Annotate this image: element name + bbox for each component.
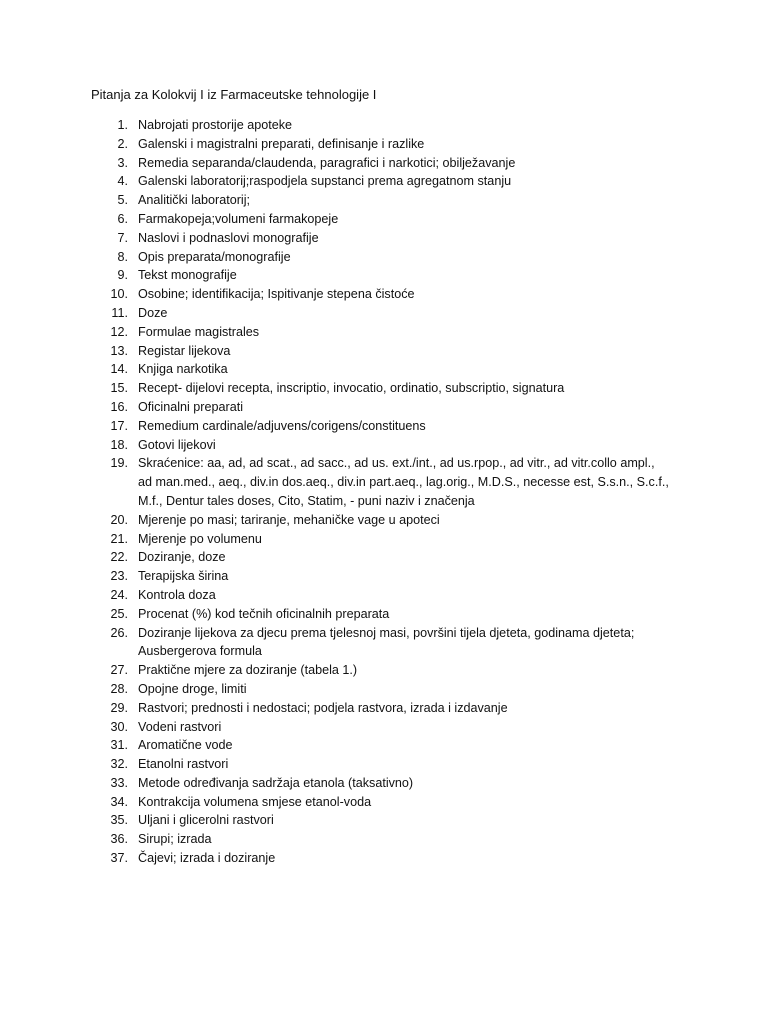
question-number: 24. [110,587,128,602]
question-item [0,605,768,624]
question-number: 32. [110,757,128,772]
question-text: Tekst monografije [138,268,237,283]
question-text: Recept- dijelovi recepta, inscriptio, invocatio, ordinatio, subscriptio, signatura [138,381,565,396]
question-item [0,811,768,830]
question-text: Kontrola doza [138,587,216,602]
question-item [0,342,768,361]
question-text: Vodeni rastvori [138,719,222,734]
question-number: 19. [110,456,128,471]
question-item [0,323,768,342]
question-item [0,511,768,530]
question-number: 20. [110,512,128,527]
question-text: Etanolni rastvori [138,757,229,772]
question-item [0,135,768,154]
question-number: 31. [110,738,128,753]
question-number: 18. [110,437,128,452]
question-number: 7. [117,230,128,245]
question-text: Knjiga narkotika [138,362,228,377]
question-item [0,548,768,567]
question-text: Mjerenje po masi; tariranje, mehaničke vage u apoteci [138,512,440,527]
question-number: 27. [110,663,128,678]
question-number: 11. [111,305,128,320]
question-number: 2. [117,136,128,151]
question-number: 4. [117,174,128,189]
question-number: 5. [117,193,128,208]
question-number: 17. [110,418,128,433]
question-number: 10. [110,287,128,302]
question-number: 33. [110,775,128,790]
question-number: 37. [110,851,128,866]
question-item [0,736,768,755]
question-number: 30. [110,719,128,734]
question-text: Doziranje lijekova za djecu prema tjelesnoj masi, površini tijela djeteta, godinama djeteta; Ausbergerova formula [138,625,635,659]
question-item [0,567,768,586]
question-item [0,154,768,173]
question-text: Nabrojati prostorije apoteke [138,118,293,132]
question-item [0,398,768,417]
question-number: 16. [110,399,128,414]
question-item [0,248,768,267]
question-text: Farmakopeja;volumeni farmakopeje [138,211,339,226]
question-text: Remedium cardinale/adjuvens/corigens/constituens [138,418,426,433]
question-item [0,624,768,662]
question-item [0,172,768,191]
question-number: 14. [110,362,128,377]
question-number: 26. [110,625,128,640]
question-item [0,774,768,793]
question-item [0,718,768,737]
question-text: Rastvori; prednosti i nedostaci; podjela rastvora, izrada i izdavanje [138,700,508,715]
question-item [0,530,768,549]
question-item [0,379,768,398]
question-number: 1. [117,118,128,132]
question-number: 21. [110,531,128,546]
question-text: Metode određivanja sadržaja etanola (taksativno) [138,775,414,790]
question-text: Opojne droge, limiti [138,681,247,696]
question-item [0,210,768,229]
question-number: 34. [110,794,128,809]
question-item [0,586,768,605]
question-item [0,680,768,699]
question-item [0,849,768,868]
question-text: Uljani i glicerolni rastvori [138,813,274,828]
question-number: 23. [110,569,128,584]
question-item [0,304,768,323]
question-text: Registar lijekova [138,343,231,358]
question-text: Oficinalni preparati [138,399,243,414]
question-text: Formulae magistrales [138,324,260,339]
question-number: 22. [110,550,128,565]
question-text: Mjerenje po volumenu [138,531,262,546]
question-text: Opis preparata/monografije [138,249,291,264]
question-number: 12. [110,324,128,339]
question-item [0,699,768,718]
question-number: 28. [110,681,128,696]
question-text: Naslovi i podnaslovi monografije [138,230,319,245]
question-item [0,360,768,379]
question-number: 36. [110,832,128,847]
question-text: Osobine; identifikacija; Ispitivanje stepena čistoće [138,287,415,302]
question-number: 8. [117,249,128,264]
question-item [0,830,768,849]
question-text: Praktične mjere za doziranje (tabela 1.) [138,663,358,678]
question-item [0,229,768,248]
question-number: 9. [117,268,128,283]
question-text: Doziranje, doze [138,550,226,565]
question-text: Doze [138,305,168,320]
question-text: Galenski i magistralni preparati, definisanje i razlike [138,136,425,151]
question-item [0,454,768,510]
question-text: Sirupi; izrada [138,832,212,847]
question-item [0,266,768,285]
question-text: Analitički laboratorij; [138,193,250,208]
question-number: 13. [110,343,128,358]
question-number: 25. [110,606,128,621]
question-text: Terapijska širina [138,569,229,584]
question-text: Gotovi lijekovi [138,437,216,452]
question-item [0,793,768,812]
document-title: Pitanja za Kolokvij I iz Farmaceutske tehnologije I [91,87,377,102]
question-text: Čajevi; izrada i doziranje [138,851,276,866]
question-list [0,116,768,868]
question-number: 3. [117,155,128,170]
question-text: Skraćenice: aa, ad, ad scat., ad sacc., ad us. ext./int., ad us.rpop., ad vitr., ad vitr.collo ampl., ad man.med., aeq., div.in dos.aeq., div.in part.aeq., lag.orig., M.D.S., necesse est, S.s.n., S.c.f., M.f., Dentur tales doses, Cito, Statim, - puni naziv i značenja [138,456,669,508]
question-number: 35. [110,813,128,828]
question-item [0,436,768,455]
question-text: Procenat (%) kod tečnih oficinalnih preparata [138,606,390,621]
question-item [0,417,768,436]
question-text: Remedia separanda/claudenda, paragrafici i narkotici; obilježavanje [138,155,516,170]
question-number: 29. [110,700,128,715]
question-text: Aromatične vode [138,738,233,753]
question-item [0,285,768,304]
question-text: Kontrakcija volumena smjese etanol-voda [138,794,372,809]
question-item [0,661,768,680]
question-item [0,191,768,210]
question-item [0,755,768,774]
question-number: 15. [110,381,128,396]
question-number: 6. [117,211,128,226]
question-item [0,116,768,135]
question-text: Galenski laboratorij;raspodjela supstanci prema agregatnom stanju [138,174,512,189]
